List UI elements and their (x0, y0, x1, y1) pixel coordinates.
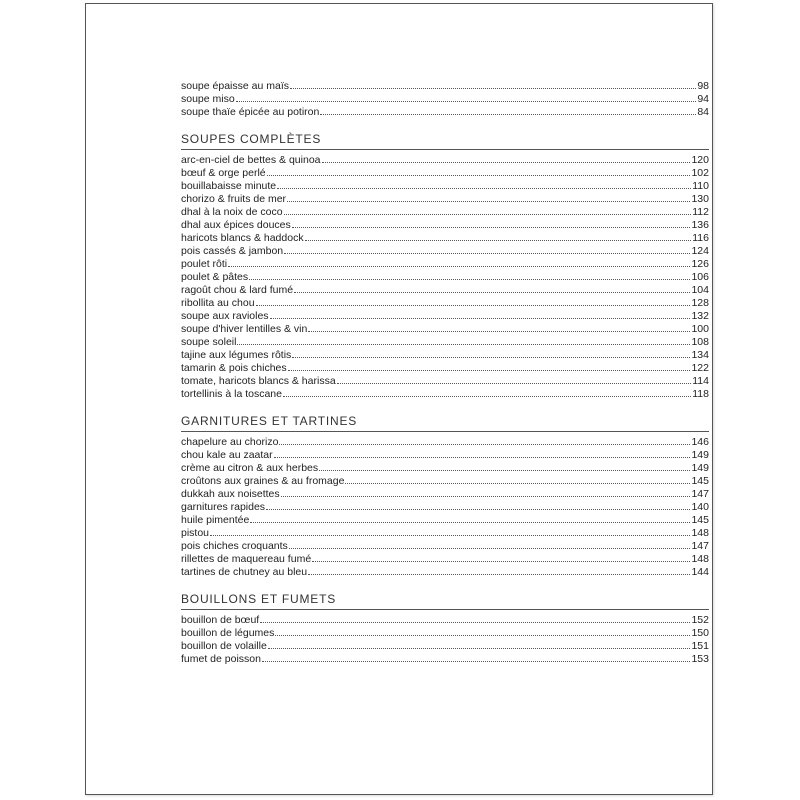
entry-label: soupe d'hiver lentilles & vin (181, 323, 308, 335)
index-entry (181, 387, 709, 400)
entry-page-number: 136 (691, 219, 709, 231)
dot-leader (320, 105, 696, 115)
index-entry (181, 257, 709, 270)
index-entry (181, 192, 709, 205)
entry-label: pois chiches croquants (181, 540, 288, 552)
entry-label: soupe thaïe épicée au potiron (181, 106, 320, 118)
index-entry (181, 244, 709, 257)
entry-page-number: 149 (691, 462, 709, 474)
dot-leader (228, 257, 690, 267)
entry-label: soupe miso (181, 93, 235, 105)
index-entry (181, 270, 709, 283)
dot-leader (249, 270, 690, 280)
entry-label: arc-en-ciel de bettes & quinoa (181, 154, 321, 166)
index-entry (181, 474, 709, 487)
dot-leader (305, 231, 692, 241)
entry-page-number: 124 (691, 245, 709, 257)
index-entry (181, 565, 709, 578)
entry-label: croûtons aux graines & au fromage (181, 475, 345, 487)
entry-label: garnitures rapides (181, 501, 266, 513)
index-entry (181, 179, 709, 192)
entry-label: soupe épaisse au maïs (181, 80, 289, 92)
index-entry (181, 153, 709, 166)
dot-leader (292, 348, 690, 358)
index-entry (181, 283, 709, 296)
entry-label: soupe aux ravioles (181, 310, 269, 322)
entry-page-number: 112 (692, 206, 709, 218)
dot-leader (308, 322, 690, 332)
entry-label: poulet rôti (181, 258, 228, 270)
dot-leader (284, 244, 690, 254)
dot-leader (337, 374, 692, 384)
index-entry (181, 166, 709, 179)
dot-leader (274, 448, 691, 458)
entry-page-number: 104 (691, 284, 709, 296)
dot-leader (283, 387, 691, 397)
dot-leader (266, 500, 690, 510)
entry-label: chorizo & fruits de mer (181, 193, 287, 205)
entry-page-number: 145 (691, 514, 709, 526)
dot-leader (262, 652, 691, 662)
intro-entry-list (181, 79, 709, 118)
dot-leader (319, 461, 690, 471)
dot-leader (237, 335, 690, 345)
entry-label: crème au citron & aux herbes (181, 462, 319, 474)
section-title: SOUPES COMPLÈTES (181, 132, 709, 150)
dot-leader (287, 192, 690, 202)
index-entry (181, 348, 709, 361)
entry-page-number: 122 (691, 362, 709, 374)
entry-label: chapelure au chorizo (181, 436, 279, 448)
entry-label: poulet & pâtes (181, 271, 249, 283)
index-entry (181, 335, 709, 348)
entry-page-number: 148 (691, 553, 709, 565)
entry-page-number: 128 (691, 297, 709, 309)
index-entry (181, 231, 709, 244)
index-entry (181, 361, 709, 374)
entry-page-number: 108 (691, 336, 709, 348)
index-entry (181, 448, 709, 461)
entry-page-number: 149 (691, 449, 709, 461)
entry-label: bouillon de bœuf (181, 614, 260, 626)
entry-label: soupe soleil (181, 336, 237, 348)
entry-page-number: 132 (691, 310, 709, 322)
entry-page-number: 144 (691, 566, 709, 578)
entry-label: bouillabaisse minute (181, 180, 277, 192)
entry-label: pistou (181, 527, 210, 539)
entry-label: bouillon de légumes (181, 627, 275, 639)
entry-label: huile pimentée (181, 514, 250, 526)
entry-label: ribollita au chou (181, 297, 255, 309)
entry-page-number: 118 (692, 388, 709, 400)
index-entry (181, 652, 709, 665)
dot-leader (277, 179, 691, 189)
index-section (181, 414, 709, 578)
entry-page-number: 147 (691, 488, 709, 500)
entry-label: tomate, haricots blancs & harissa (181, 375, 336, 387)
index-entry (181, 218, 709, 231)
entry-page-number: 145 (691, 475, 709, 487)
index-entry (181, 526, 709, 539)
index-sections (181, 132, 709, 665)
index-entry (181, 374, 709, 387)
entry-page-number: 110 (692, 180, 709, 192)
entry-label: bouillon de volaille (181, 640, 267, 652)
entry-label: dhal à la noix de coco (181, 206, 283, 218)
dot-leader (288, 361, 691, 371)
index-entry (181, 500, 709, 513)
index-section (181, 592, 709, 665)
dot-leader (256, 296, 691, 306)
dot-leader (275, 626, 690, 636)
dot-leader (267, 166, 691, 176)
dot-leader (322, 153, 691, 163)
section-title: GARNITURES ET TARTINES (181, 414, 709, 432)
entry-page-number: 102 (691, 167, 709, 179)
entry-label: tortellinis à la toscane (181, 388, 282, 400)
entry-page-number: 150 (691, 627, 709, 639)
entry-label: dukkah aux noisettes (181, 488, 280, 500)
entry-page-number: 134 (691, 349, 709, 361)
entry-page-number: 100 (691, 323, 709, 335)
entry-label: tajine aux légumes rôtis (181, 349, 292, 361)
entry-label: dhal aux épices douces (181, 219, 291, 231)
dot-leader (290, 79, 696, 89)
index-entry (181, 322, 709, 335)
entry-page-number: 106 (691, 271, 709, 283)
entry-label: fumet de poisson (181, 653, 261, 665)
dot-leader (270, 309, 691, 319)
entry-page-number: 130 (691, 193, 709, 205)
dot-leader (236, 92, 697, 102)
index-entry (181, 639, 709, 652)
entry-page-number: 116 (692, 232, 709, 244)
entry-page-number: 151 (691, 640, 709, 652)
index-entry (181, 613, 709, 626)
dot-leader (289, 539, 691, 549)
index-entry (181, 92, 709, 105)
entry-label: haricots blancs & haddock (181, 232, 304, 244)
index-entry (181, 552, 709, 565)
index-entry (181, 296, 709, 309)
entry-page-number: 126 (691, 258, 709, 270)
index-entry (181, 79, 709, 92)
dot-leader (312, 552, 690, 562)
index-entry (181, 105, 709, 118)
entry-page-number: 140 (691, 501, 709, 513)
entry-page-number: 120 (691, 154, 709, 166)
index-entry (181, 435, 709, 448)
entry-label: bœuf & orge perlé (181, 167, 266, 179)
dot-leader (250, 513, 690, 523)
index-entry (181, 461, 709, 474)
entry-page-number: 146 (691, 436, 709, 448)
entry-label: chou kale au zaatar (181, 449, 273, 461)
dot-leader (281, 487, 691, 497)
entry-page-number: 148 (691, 527, 709, 539)
index-content (181, 79, 709, 665)
index-section (181, 132, 709, 400)
entry-label: tamarin & pois chiches (181, 362, 287, 374)
entry-label: pois cassés & jambon (181, 245, 284, 257)
dot-leader (308, 565, 690, 575)
dot-leader (268, 639, 691, 649)
dot-leader (284, 205, 692, 215)
index-entry (181, 626, 709, 639)
entry-page-number: 153 (691, 653, 709, 665)
book-page (85, 3, 713, 795)
entry-page-number: 84 (697, 106, 709, 118)
section-title: BOUILLONS ET FUMETS (181, 592, 709, 610)
index-entry (181, 309, 709, 322)
dot-leader (345, 474, 690, 484)
entry-label: rillettes de maquereau fumé (181, 553, 312, 565)
index-entry (181, 513, 709, 526)
dot-leader (279, 435, 690, 445)
dot-leader (260, 613, 690, 623)
dot-leader (294, 283, 690, 293)
entry-page-number: 94 (697, 93, 709, 105)
dot-leader (210, 526, 690, 536)
entry-page-number: 98 (697, 80, 709, 92)
index-entry (181, 539, 709, 552)
dot-leader (292, 218, 691, 228)
index-entry (181, 487, 709, 500)
entry-page-number: 152 (691, 614, 709, 626)
entry-label: ragoût chou & lard fumé (181, 284, 294, 296)
entry-label: tartines de chutney au bleu (181, 566, 308, 578)
entry-page-number: 147 (691, 540, 709, 552)
entry-page-number: 114 (692, 375, 709, 387)
index-entry (181, 205, 709, 218)
